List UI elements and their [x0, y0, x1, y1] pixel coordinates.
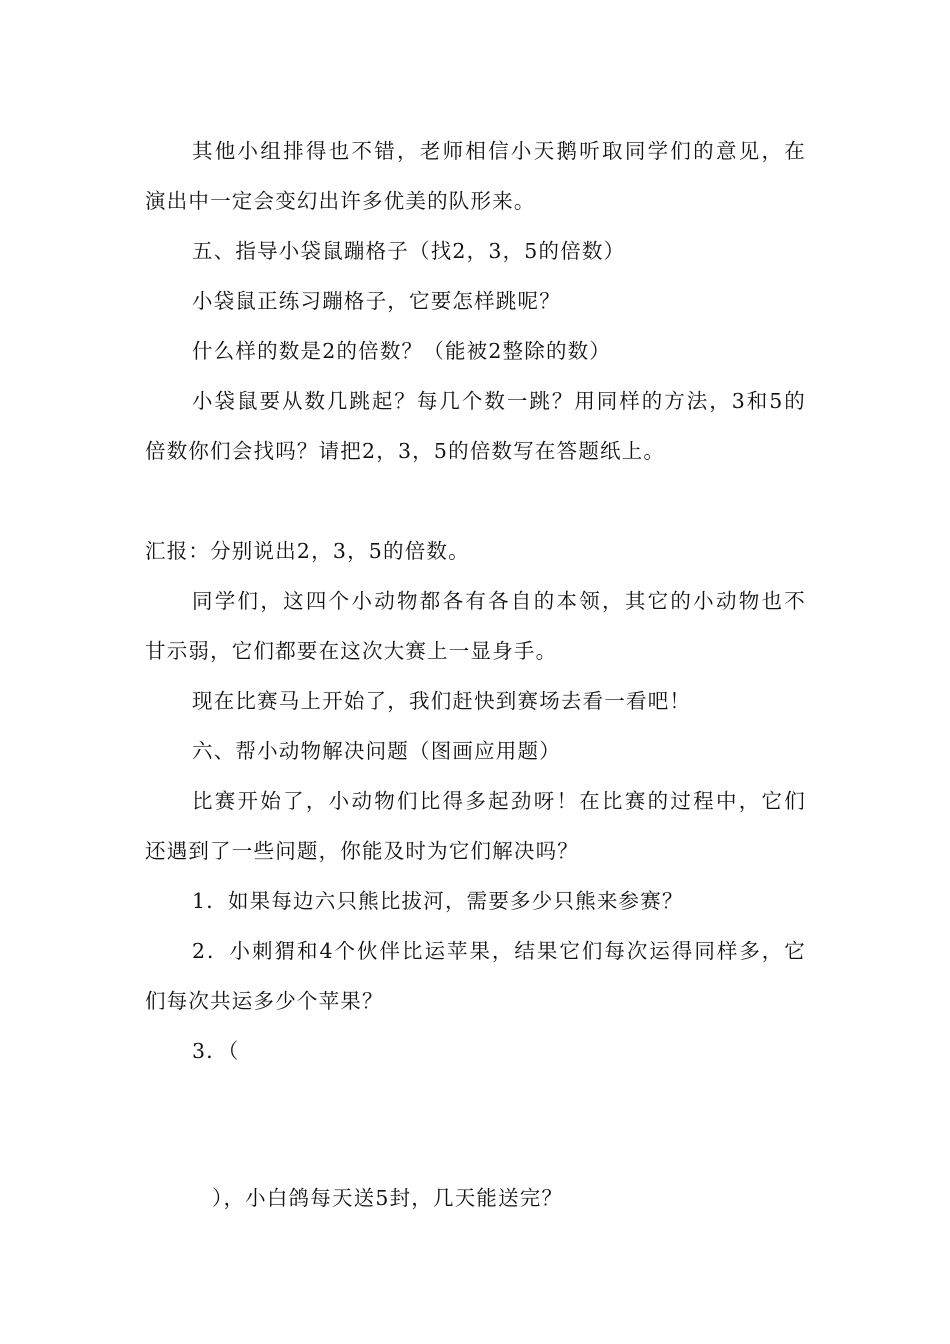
- question-item: 1．如果每边六只熊比拔河，需要多少只熊来参赛？: [192, 889, 684, 913]
- paragraph-line: ），小白鸽每天送5封，几天能送完？: [212, 1186, 564, 1210]
- paragraph-line: 小袋鼠正练习蹦格子，它要怎样跳呢？: [192, 289, 561, 313]
- question-item: 3．（: [192, 1039, 240, 1063]
- paragraph-line: 小袋鼠要从数几跳起？每几个数一跳？用同样的方法，3和5的: [192, 389, 806, 413]
- paragraph-line: 倍数你们会找吗？请把2，3，5的倍数写在答题纸上。: [145, 439, 666, 463]
- question-item: 2．小刺猬和4个伙伴比运苹果，结果它们每次运得同样多，它: [192, 939, 806, 963]
- paragraph-line: 还遇到了一些问题，你能及时为它们解决吗？: [145, 839, 579, 863]
- section-heading: 五、指导小袋鼠蹦格子（找2，3，5的倍数）: [192, 239, 626, 263]
- paragraph-line: 们每次共运多少个苹果？: [145, 989, 384, 1013]
- paragraph-line: 演出中一定会变幻出许多优美的队形来。: [145, 189, 536, 213]
- section-heading: 六、帮小动物解决问题（图画应用题）: [192, 739, 561, 763]
- paragraph-line: 什么样的数是2的倍数？（能被2整除的数）: [192, 339, 612, 363]
- paragraph-line: 甘示弱，它们都要在这次大赛上一显身手。: [145, 639, 558, 663]
- paragraph-line: 现在比赛马上开始了，我们赶快到赛场去看一看吧！: [192, 689, 692, 713]
- paragraph-line: 同学们，这四个小动物都各有各自的本领，其它的小动物也不: [192, 589, 806, 613]
- paragraph-line: 汇报：分别说出2，3，5的倍数。: [145, 539, 470, 563]
- paragraph-line: 其他小组排得也不错，老师相信小天鹅听取同学们的意见，在: [192, 139, 806, 163]
- paragraph-line: 比赛开始了，小动物们比得多起劲呀！在比赛的过程中，它们: [192, 789, 806, 813]
